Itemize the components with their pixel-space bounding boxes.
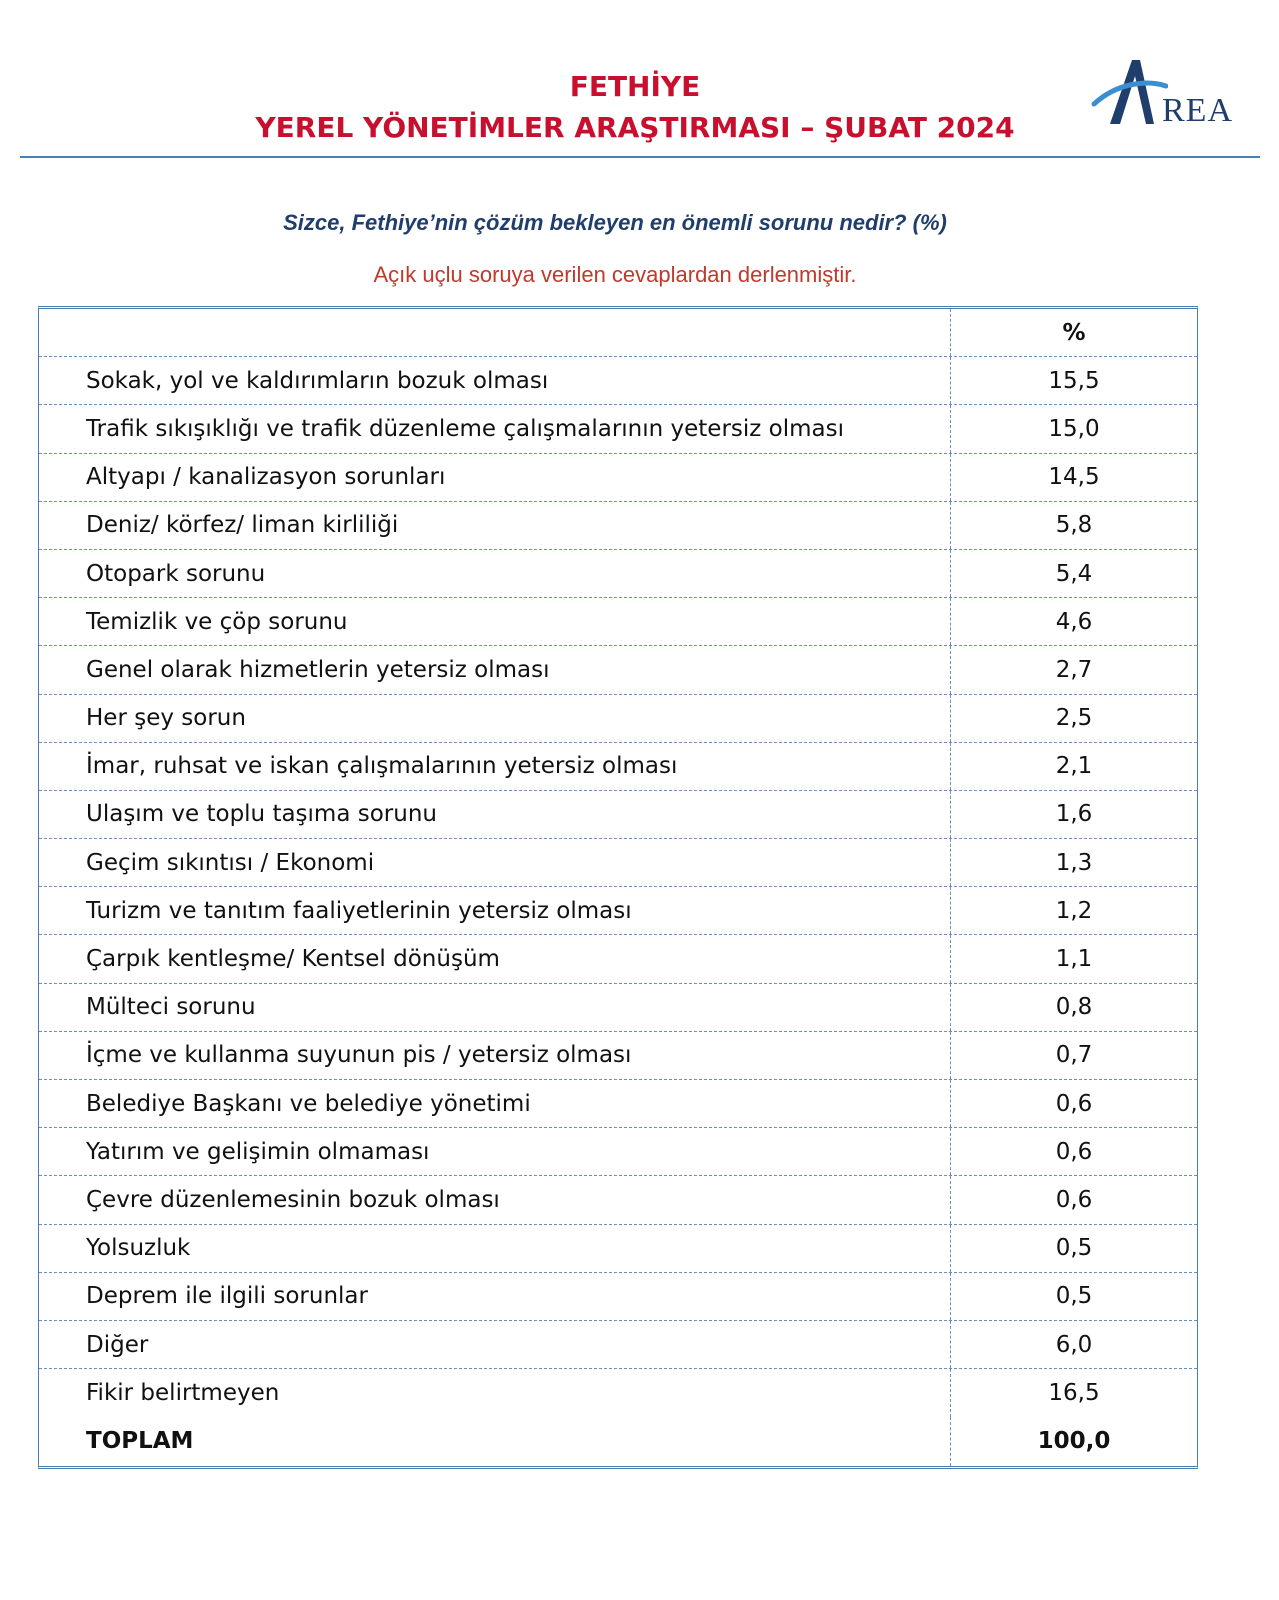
- table-row: [39, 1321, 1197, 1369]
- row-label: Fikir belirtmeyen: [39, 1369, 951, 1417]
- row-value: 0,5: [1055, 1235, 1093, 1262]
- row-label: Her şey sorun: [39, 695, 951, 742]
- row-label: İmar, ruhsat ve iskan çalışmalarının yetersiz olması: [39, 743, 951, 790]
- table-row: [39, 887, 1197, 935]
- row-value: 5,4: [1055, 560, 1093, 587]
- table-row: [39, 935, 1197, 983]
- row-value: 16,5: [1048, 1380, 1100, 1407]
- table-row: [39, 1128, 1197, 1176]
- table-row: [39, 1176, 1197, 1224]
- row-value: 15,5: [1048, 367, 1100, 394]
- header-percent-cell: %: [1062, 319, 1086, 346]
- table-row: [39, 984, 1197, 1032]
- report-title-line1: FETHİYE: [569, 70, 701, 103]
- row-value: 0,6: [1055, 1138, 1093, 1165]
- row-label: Trafik sıkışıklığı ve trafik düzenleme çalışmalarının yetersiz olması: [39, 405, 951, 452]
- row-value: 1,6: [1055, 801, 1093, 828]
- row-label: Deniz/ körfez/ liman kirliliği: [39, 502, 951, 549]
- table-row: [39, 502, 1197, 550]
- row-value: 5,8: [1055, 512, 1093, 539]
- row-value: 0,5: [1055, 1283, 1093, 1310]
- area-logo-mark-icon: [1088, 52, 1168, 132]
- table-row: [39, 839, 1197, 887]
- table-row: [39, 454, 1197, 502]
- table-row: [39, 646, 1197, 694]
- row-label: Yatırım ve gelişimin olmaması: [39, 1128, 951, 1175]
- total-row: [39, 1417, 1197, 1465]
- table-row: [39, 1369, 1197, 1417]
- survey-question: Sizce, Fethiye’nin çözüm bekleyen en önemli sorunu nedir? (%): [283, 210, 947, 235]
- row-value: 2,5: [1055, 705, 1093, 732]
- row-value: 2,7: [1055, 656, 1093, 683]
- area-logo: [1088, 52, 1248, 132]
- row-label: Ulaşım ve toplu taşıma sorunu: [39, 791, 951, 838]
- table-row: [39, 357, 1197, 405]
- total-label: TOPLAM: [39, 1417, 951, 1465]
- row-value: 6,0: [1055, 1331, 1093, 1358]
- row-value: 0,8: [1055, 994, 1093, 1021]
- table-row: [39, 1032, 1197, 1080]
- table-row: [39, 1080, 1197, 1128]
- row-label: Temizlik ve çöp sorunu: [39, 598, 951, 645]
- table-row: [39, 791, 1197, 839]
- table-row: [39, 550, 1197, 598]
- table-row: [39, 598, 1197, 646]
- table-row: [39, 1273, 1197, 1321]
- logo-text: REA: [1162, 92, 1233, 129]
- row-value: 1,1: [1055, 946, 1093, 973]
- survey-note: Açık uçlu soruya verilen cevaplardan derlenmiştir.: [373, 262, 857, 287]
- total-value: 100,0: [1037, 1428, 1111, 1455]
- row-label: Deprem ile ilgili sorunlar: [39, 1273, 951, 1320]
- table-header-row: [39, 309, 1197, 357]
- row-value: 1,2: [1055, 897, 1093, 924]
- row-label: Diğer: [39, 1321, 951, 1368]
- row-value: 4,6: [1055, 608, 1093, 635]
- table-row: [39, 1225, 1197, 1273]
- row-label: İçme ve kullanma suyunun pis / yetersiz olması: [39, 1032, 951, 1079]
- row-value: 0,7: [1055, 1042, 1093, 1069]
- row-label: Çarpık kentleşme/ Kentsel dönüşüm: [39, 935, 951, 982]
- table-row: [39, 695, 1197, 743]
- row-label: Yolsuzluk: [39, 1225, 951, 1272]
- row-label: Belediye Başkanı ve belediye yönetimi: [39, 1080, 951, 1127]
- row-label: Genel olarak hizmetlerin yetersiz olması: [39, 646, 951, 693]
- report-title-line2: YEREL YÖNETİMLER ARAŞTIRMASI – ŞUBAT 2024: [255, 111, 1015, 144]
- row-value: 0,6: [1055, 1186, 1093, 1213]
- row-label: Turizm ve tanıtım faaliyetlerinin yetersiz olması: [39, 887, 951, 934]
- row-label: Mülteci sorunu: [39, 984, 951, 1031]
- results-table: [38, 306, 1198, 1469]
- table-row: [39, 405, 1197, 453]
- row-value: 14,5: [1048, 464, 1100, 491]
- row-value: 2,1: [1055, 753, 1093, 780]
- header-label-cell: [39, 309, 951, 356]
- row-value: 1,3: [1055, 849, 1093, 876]
- row-value: 15,0: [1048, 415, 1100, 442]
- row-label: Otopark sorunu: [39, 550, 951, 597]
- row-label: Altyapı / kanalizasyon sorunları: [39, 454, 951, 501]
- row-label: Çevre düzenlemesinin bozuk olması: [39, 1176, 951, 1223]
- row-value: 0,6: [1055, 1090, 1093, 1117]
- row-label: Sokak, yol ve kaldırımların bozuk olması: [39, 357, 951, 404]
- table-row: [39, 743, 1197, 791]
- page-header: [20, 0, 1260, 158]
- row-label: Geçim sıkıntısı / Ekonomi: [39, 839, 951, 886]
